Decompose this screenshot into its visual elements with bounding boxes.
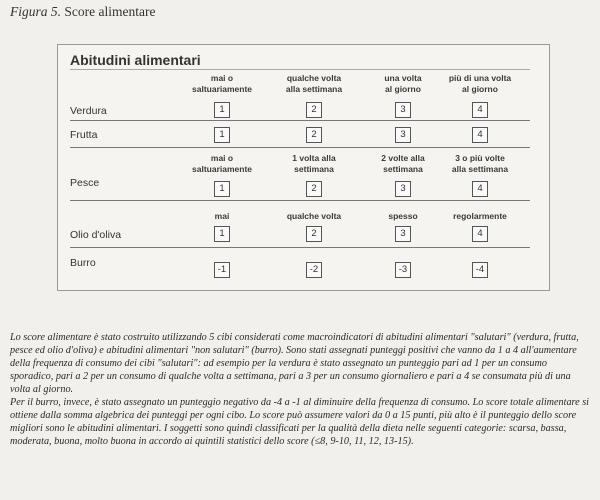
title-divider xyxy=(70,69,530,70)
score-cell: 1 xyxy=(214,226,230,242)
header-col-4: più di una volta al giorno xyxy=(448,73,512,94)
header-col-4: regolarmente xyxy=(453,211,507,221)
score-cell: 2 xyxy=(306,127,322,143)
description-text xyxy=(10,331,592,448)
header-col-2: qualche volta xyxy=(286,211,342,221)
score-cell: 4 xyxy=(472,226,488,242)
score-cell: 1 xyxy=(214,102,230,118)
description-paragraph-2: Per il burro, invece, è stato assegnato un punteggio negativo da -4 a -1 al diminuire della frequenza di consumo. Lo score totale alimentare si ottiene dalla somma algebrica dei punteggi per ogni cibo. Lo score può assumere valori da 0 a 15 punti, più alto è il punteggio dello score migliori sono le abitudini alimentari. I soggetti sono quindi classificati per la qualità della dieta nelle seguenti categorie: scarsa, bassa, moderata, buona, molto buona in accordo ai quintili statistici dello score (≤8, 9-10, 11, 12, 13-15). xyxy=(10,397,590,447)
food-score-table xyxy=(57,44,550,291)
header-col-1: mai xyxy=(214,211,230,221)
row-label-olio: Olio d'oliva xyxy=(70,229,122,241)
row-divider xyxy=(70,247,530,248)
row-label-frutta: Frutta xyxy=(70,129,98,141)
header-col-1: mai o saltuariamente xyxy=(192,153,252,174)
description-paragraph-1: Lo score alimentare è stato costruito utilizzando 5 cibi considerati come macroindicatori di abitudini alimentari "salutari" (verdura, frutta, pesce ed olio d'oliva) e abitudini alimentari "non salutari" (burro). Sono stati assegnati punteggi positivi che vanno da 1 a 4 all'aumentare della frequenza di consumo dei cibi "salutari": ad esempio per la verdura è stato assegnato un punteggio pari ad 1 per un consumo sporadico, pari a 2 per un consumo di qualche volta a settimana, pari a 3 per un consumo giornaliero e pari a 4 se consumata più di una volta al giorno. xyxy=(10,332,579,395)
score-cell: 2 xyxy=(306,226,322,242)
score-cell: 1 xyxy=(214,181,230,197)
header-col-2: qualche volta alla settimana xyxy=(285,73,343,94)
row-label-burro: Burro xyxy=(70,257,96,269)
header-col-4: 3 o più volte alla settimana xyxy=(451,153,509,174)
table-title: Abitudini alimentari xyxy=(70,52,201,68)
row-divider xyxy=(70,147,530,148)
score-cell: -4 xyxy=(472,262,488,278)
score-cell: 2 xyxy=(306,181,322,197)
score-cell: 1 xyxy=(214,127,230,143)
row-divider xyxy=(70,200,530,201)
header-col-1: mai o saltuariamente xyxy=(192,73,252,94)
row-divider xyxy=(70,120,530,121)
header-col-3: spesso xyxy=(388,211,418,221)
figure-title: Score alimentare xyxy=(64,4,156,19)
row-label-verdura: Verdura xyxy=(70,105,107,117)
score-cell: 4 xyxy=(472,181,488,197)
score-cell: -3 xyxy=(395,262,411,278)
score-cell: -2 xyxy=(306,262,322,278)
figure-number: Figura 5. xyxy=(10,4,62,19)
figure-caption xyxy=(10,4,155,20)
score-cell: 2 xyxy=(306,102,322,118)
header-col-3: una volta al giorno xyxy=(384,73,422,94)
header-col-3: 2 volte alla settimana xyxy=(381,153,425,174)
score-cell: 3 xyxy=(395,226,411,242)
header-col-2: 1 volta alla settimana xyxy=(292,153,336,174)
score-cell: 3 xyxy=(395,102,411,118)
score-cell: 3 xyxy=(395,127,411,143)
score-cell: 4 xyxy=(472,102,488,118)
score-cell: 3 xyxy=(395,181,411,197)
score-cell: -1 xyxy=(214,262,230,278)
score-cell: 4 xyxy=(472,127,488,143)
row-label-pesce: Pesce xyxy=(70,177,100,189)
